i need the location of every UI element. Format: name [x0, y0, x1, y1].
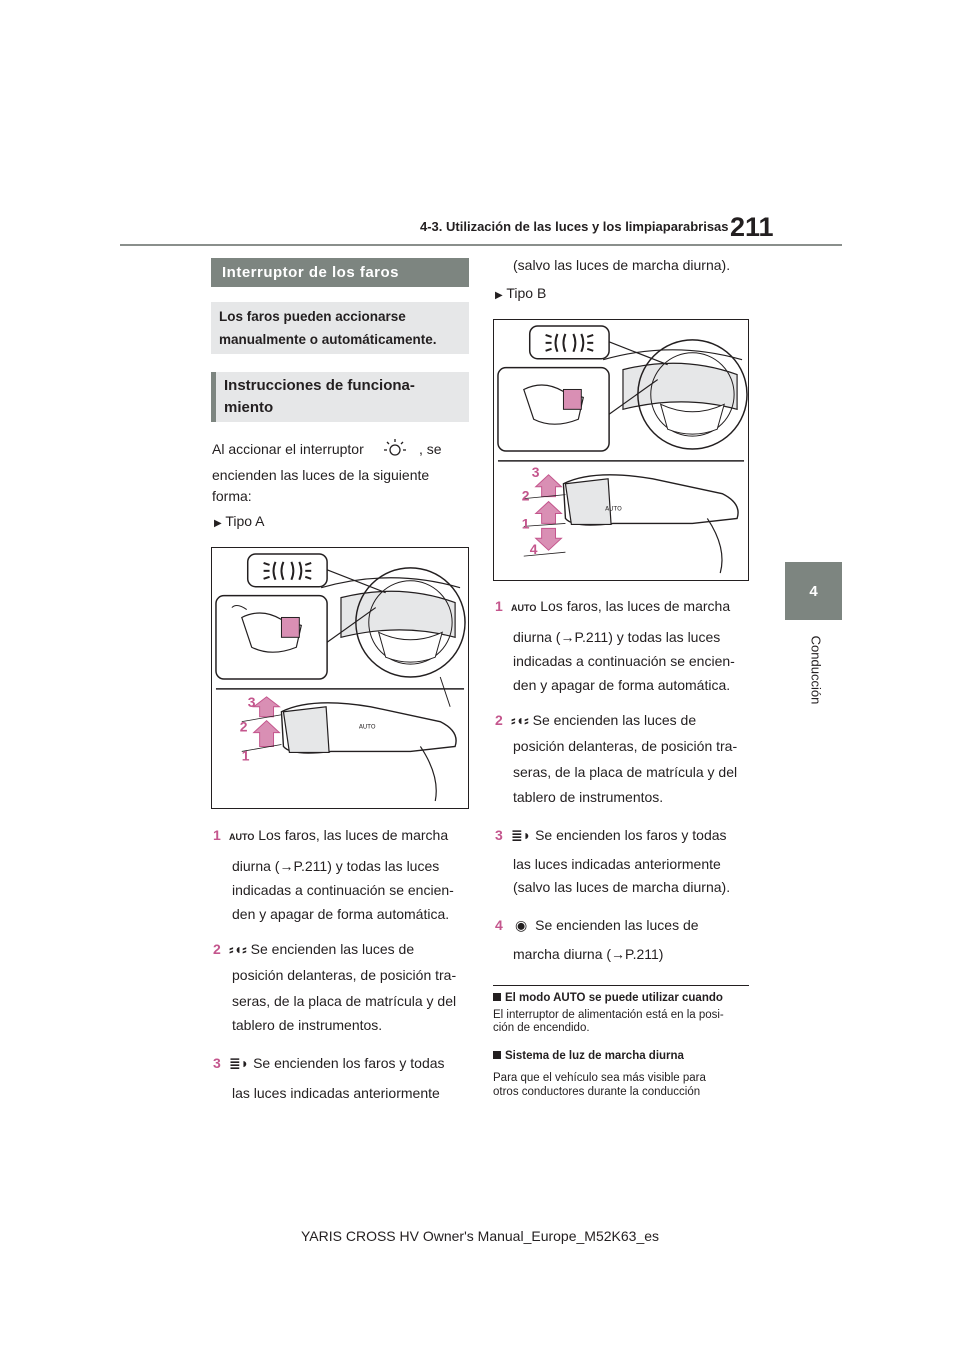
figure-label-3: 3	[247, 693, 256, 710]
step-4	[495, 917, 699, 934]
subsection-title	[211, 372, 469, 422]
intro-line: , se	[419, 441, 442, 457]
figure-label-1: 1	[241, 747, 250, 764]
step-text: seras, de la placa de matrícula y del	[232, 993, 457, 1009]
step-text: (salvo las luces de marcha diurna).	[513, 257, 731, 273]
step-text: posición delanteras, de posición tra-	[232, 967, 457, 983]
step-text: tablero de instrumentos.	[232, 1017, 383, 1033]
step-number: 2	[495, 712, 503, 728]
figure-type-a	[211, 547, 469, 809]
notes-divider	[493, 985, 749, 986]
auto-icon: AUTO	[229, 832, 255, 842]
step-2-b	[495, 712, 696, 728]
note-text: ción de encendido.	[493, 1022, 590, 1034]
header-divider	[120, 244, 842, 246]
step-text: diurna (→P.211) y todas las luces	[232, 858, 440, 874]
headlight-icon: ≣◗	[511, 827, 532, 843]
step-text: marcha diurna (→P.211)	[513, 946, 664, 962]
note-text: Para que el vehículo sea más visible para	[493, 1072, 706, 1084]
figure-label-2: 2	[521, 487, 530, 504]
step-number: 3	[213, 1055, 221, 1071]
footer: YARIS CROSS HV Owner's Manual_Europe_M52K63_es	[300, 1228, 660, 1244]
figure-type-b	[493, 319, 749, 581]
note-heading	[493, 1050, 684, 1062]
step-2	[213, 941, 414, 957]
step-text: den y apagar de forma automática.	[232, 906, 450, 922]
note-heading	[493, 992, 723, 1004]
figure-label-2: 2	[239, 718, 248, 735]
step-number: 1	[495, 598, 503, 614]
figure-label-3: 3	[531, 463, 540, 480]
figure-label-1: 1	[521, 515, 530, 532]
intro-line: Al accionar el interruptor	[212, 441, 364, 457]
step-text: posición delanteras, de posición tra-	[513, 738, 738, 754]
chapter-tab-label	[781, 630, 851, 710]
note-heading-text: Sistema de luz de marcha diurna	[505, 1050, 684, 1062]
type-b-text: Tipo B	[506, 285, 547, 301]
step-text: (salvo las luces de marcha diurna).	[513, 879, 731, 895]
type-b-label: ▶ Tipo B	[495, 285, 547, 301]
step-text: Se encienden los faros y todas	[535, 827, 727, 843]
step-text: den y apagar de forma automática.	[513, 677, 731, 693]
auto-mark: AUTO	[358, 723, 376, 731]
page-number: 211	[730, 212, 774, 242]
auto-mark: AUTO	[605, 505, 622, 513]
section-lead-line: manualmente o automáticamente.	[219, 332, 437, 347]
intro-line: forma:	[212, 488, 252, 504]
headlight-icon: ≣◗	[229, 1055, 250, 1071]
step-text: diurna (→P.211) y todas las luces	[513, 629, 721, 645]
type-a-text: Tipo A	[225, 513, 265, 529]
step-text: Los faros, las luces de marcha	[258, 827, 449, 843]
step-number: 4	[495, 917, 503, 933]
step-3-b	[495, 827, 727, 844]
step-text: Se encienden los faros y todas	[253, 1055, 445, 1071]
subsection-title-line: Instrucciones de funciona-	[224, 377, 415, 394]
daytime-running-light-icon: ◉	[515, 917, 528, 933]
tail-light-icon: ⸗◖⸗	[229, 941, 247, 957]
step-text: tablero de instrumentos.	[513, 789, 664, 805]
square-bullet-icon	[493, 993, 501, 1001]
subsection-title-line: miento	[224, 399, 274, 416]
step-1	[213, 827, 448, 843]
intro-line: encienden las luces de la siguiente	[212, 467, 430, 483]
note-text: otros conductores durante la conducción	[493, 1086, 701, 1098]
step-number: 3	[495, 827, 503, 843]
step-text: Se encienden las luces de	[535, 917, 699, 933]
chapter-tab-label-text: Conducción	[808, 635, 824, 705]
square-bullet-icon	[493, 1051, 501, 1059]
step-number: 2	[213, 941, 221, 957]
step-text: Se encienden las luces de	[250, 941, 415, 957]
step-text: indicadas a continuación se encien-	[232, 882, 454, 898]
step-text: indicadas a continuación se encien-	[513, 653, 735, 669]
chapter-title: 4-3. Utilización de las luces y los limpiaparabrisas	[420, 219, 729, 234]
section-lead	[211, 302, 469, 354]
parking-light-icon	[380, 437, 410, 461]
step-1-b	[495, 598, 730, 614]
step-text: Se encienden las luces de	[532, 712, 697, 728]
step-text: seras, de la placa de matrícula y del	[513, 764, 738, 780]
note-heading-text: El modo AUTO se puede utilizar cuando	[505, 992, 723, 1004]
step-text: las luces indicadas anteriormente	[513, 856, 721, 872]
step-number: 1	[213, 827, 221, 843]
auto-icon: AUTO	[511, 603, 537, 613]
type-a-label: ▶ Tipo A	[214, 513, 265, 529]
note-text: El interruptor de alimentación está en la posi-	[493, 1009, 724, 1021]
section-title: Interruptor de los faros	[211, 258, 469, 287]
step-text: Los faros, las luces de marcha	[540, 598, 731, 614]
chapter-tab[interactable]: 4	[785, 562, 842, 620]
figure-label-4: 4	[529, 541, 538, 558]
tail-light-icon: ⸗◖⸗	[511, 712, 529, 728]
step-text: las luces indicadas anteriormente	[232, 1085, 440, 1101]
step-3	[213, 1055, 445, 1072]
section-lead-line: Los faros pueden accionarse	[219, 309, 406, 324]
